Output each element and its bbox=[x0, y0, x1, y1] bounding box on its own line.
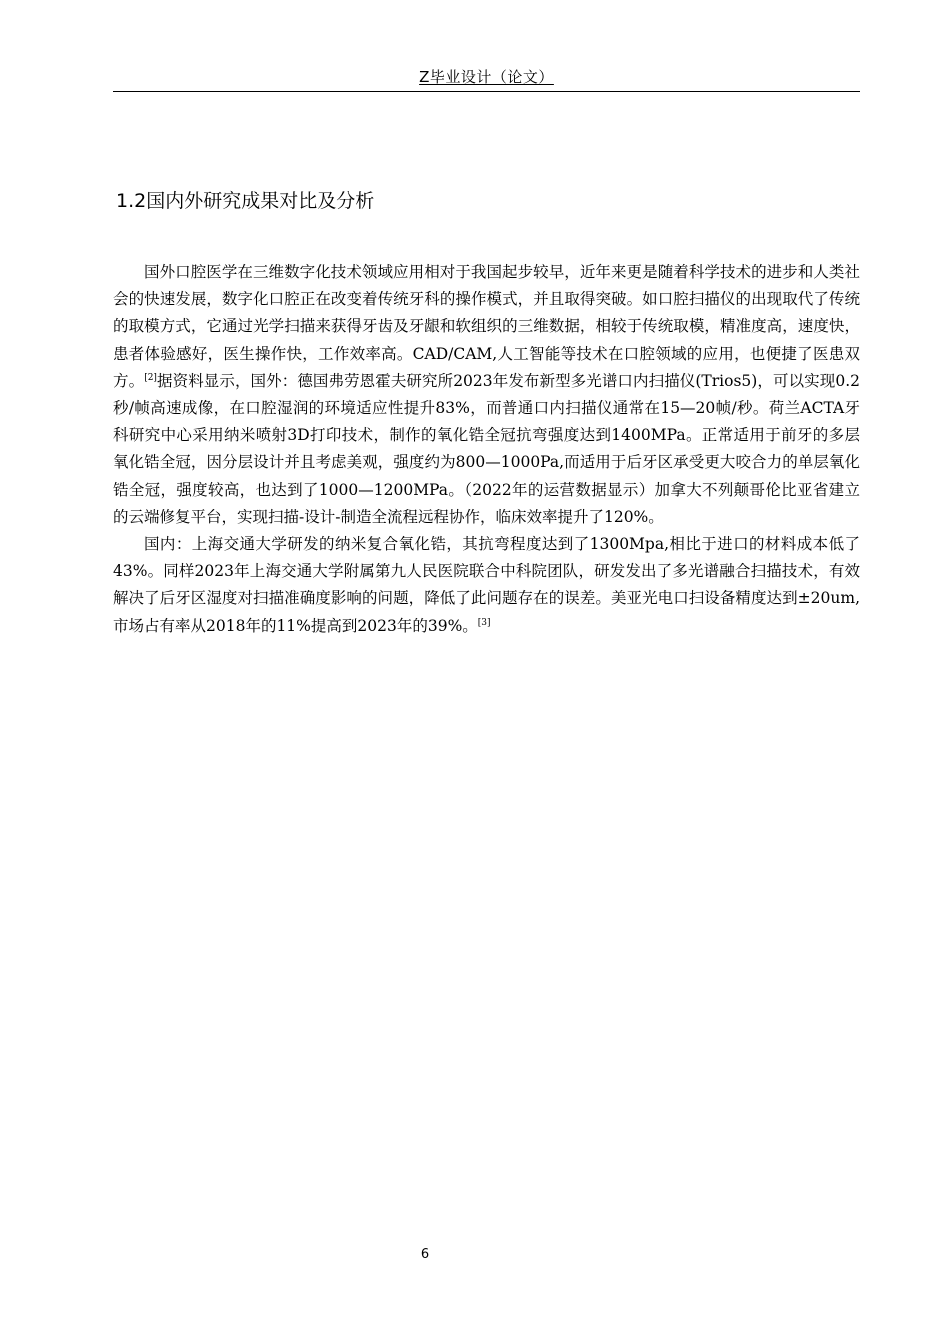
page-header bbox=[113, 64, 860, 92]
paragraph-text: 国外口腔医学在三维数字化技术领域应用相对于我国起步较早，近年来更是随着科学技术的进步和人类社会的快速发展，数字化口腔正在改变着传统牙科的操作模式，并且取得突破。如口腔扫描仪的出现取代了传统的取模方式，它通过光学扫描来获得牙齿及牙龈和软组织的三维数据，相较于传统取模，精准度高，速度快，患者体验感好，医生操作快，工作效率高。CAD/CAM,人工智能等技术在口腔领域的应用，也便捷了医患双方。 bbox=[113, 263, 860, 390]
paragraph-text: 国内：上海交通大学研发的纳米复合氧化锆，其抗弯程度达到了1300Mpa,相比于进口的材料成本低了43%。同样2023年上海交通大学附属第九人民医院联合中科院团队，研发发出了多光谱融合扫描技术，有效解决了后牙区湿度对扫描准确度影响的问题，降低了此问题存在的误差。美亚光电口扫设备精度达到±20um,市场占有率从2018年的11%提高到2023年的39%。 bbox=[113, 535, 860, 635]
page-number-text: 6 bbox=[420, 1247, 430, 1262]
citation-mark: [2] bbox=[144, 372, 157, 383]
paragraph-foreign-research bbox=[113, 259, 860, 531]
section-heading: 1.2国内外研究成果对比及分析 bbox=[116, 190, 375, 212]
page-number bbox=[0, 1245, 950, 1265]
body-text bbox=[113, 259, 860, 640]
header-title: Z毕业设计（论文） bbox=[419, 68, 554, 86]
citation-mark: [3] bbox=[477, 617, 491, 628]
paragraph-text: 据资料显示，国外：德国弗劳恩霍夫研究所2023年发布新型多光谱口内扫描仪(Trios5)，可以实现0.2秒/帧高速成像，在口腔湿润的环境适应性提升83%，而普通口内扫描仪通常在15—20帧/秒。荷兰ACTA牙科研究中心采用纳米喷射3D打印技术，制作的氧化锆全冠抗弯强度达到1400MPa。正常适用于前牙的多层氧化锆全冠，因分层设计并且考虑美观，强度约为800—1000Pa,而适用于后牙区承受更大咬合力的单层氧化锆全冠，强度较高，也达到了1000—1200MPa。（2022年的运营数据显示）加拿大不列颠哥伦比亚省建立的云端修复平台，实现扫描-设计-制造全流程远程协作，临床效率提升了120%。 bbox=[113, 371, 860, 526]
paragraph-domestic-research bbox=[113, 531, 860, 640]
